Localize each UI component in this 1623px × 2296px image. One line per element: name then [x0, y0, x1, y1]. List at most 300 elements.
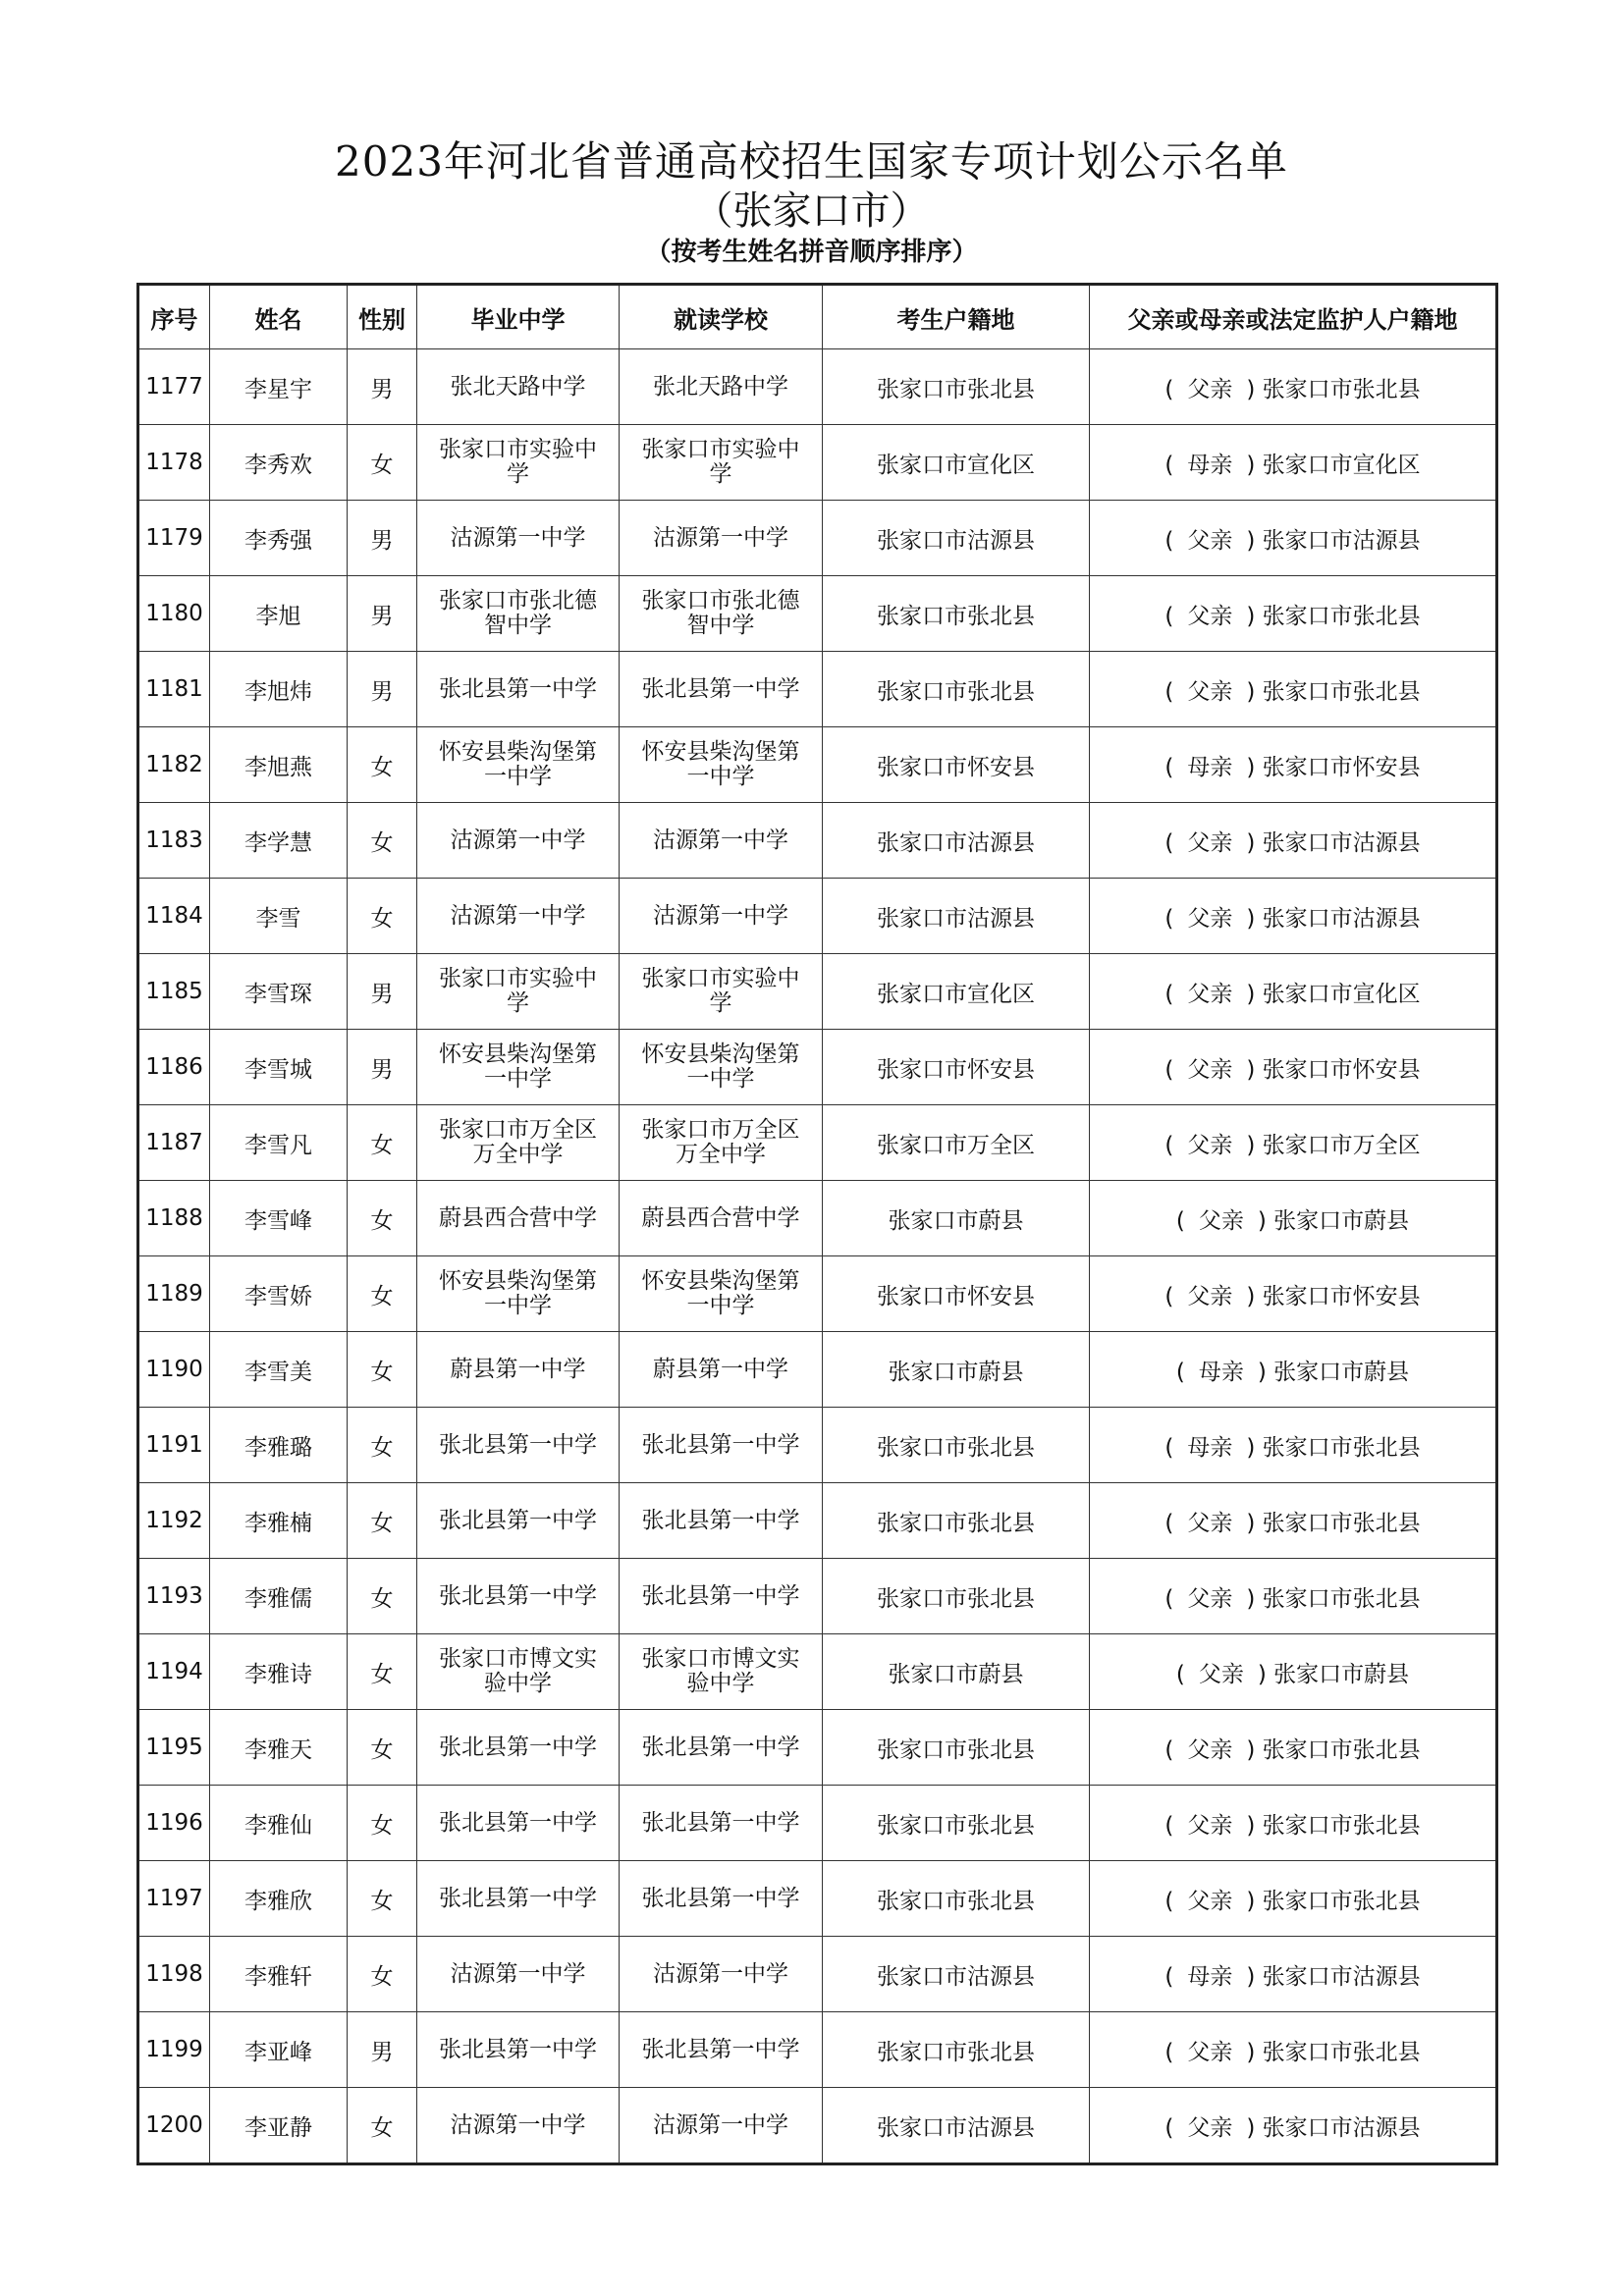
cell-grad-school: [417, 425, 620, 501]
paren-close: ): [1246, 2039, 1256, 2065]
cell-hukou: 张家口市沽源县: [823, 501, 1090, 576]
cell-grad-school: [417, 349, 620, 425]
cell-name: 李雅天: [210, 1710, 348, 1786]
cell-no: 1185: [138, 954, 210, 1030]
cell-no: 1188: [138, 1181, 210, 1256]
guardian-place: 张家口市张北县: [1262, 1510, 1421, 1536]
cell-current-school: [620, 1408, 823, 1483]
table-row: [138, 349, 1497, 425]
cell-name: 李雪凡: [210, 1105, 348, 1181]
paren-close: ): [1246, 1736, 1256, 1763]
current-school-text: 怀安县柴沟堡第一中学: [641, 739, 800, 789]
grad-school-text: 怀安县柴沟堡第一中学: [439, 1041, 597, 1092]
paren-open: (: [1164, 452, 1174, 478]
paren-close: ): [1257, 1661, 1267, 1687]
cell-guardian: [1090, 1786, 1497, 1861]
paren-open: (: [1164, 829, 1174, 856]
cell-grad-school: [417, 879, 620, 954]
table-row: [138, 954, 1497, 1030]
sort-note: （按考生姓名拼音顺序排序）: [645, 238, 978, 267]
cell-guardian: [1090, 1256, 1497, 1332]
cell-hukou: 张家口市张北县: [823, 1786, 1090, 1861]
paren-open: (: [1175, 1661, 1185, 1687]
paren-close: ): [1257, 1359, 1267, 1385]
paren-close: ): [1246, 981, 1256, 1007]
cell-no: 1187: [138, 1105, 210, 1181]
cell-grad-school: [417, 1030, 620, 1105]
cell-gender: 女: [348, 1634, 417, 1710]
cell-hukou: 张家口市沽源县: [823, 879, 1090, 954]
cell-guardian: [1090, 1634, 1497, 1710]
guardian-place: 张家口市怀安县: [1262, 754, 1421, 780]
cell-gender: 男: [348, 1030, 417, 1105]
cell-gender: 女: [348, 1332, 417, 1408]
table-row: [138, 2088, 1497, 2164]
cell-gender: 女: [348, 1483, 417, 1559]
cell-guardian: [1090, 576, 1497, 652]
cell-name: 李雅楠: [210, 1483, 348, 1559]
cell-no: 1191: [138, 1408, 210, 1483]
guardian-relation: 父亲: [1187, 678, 1233, 705]
cell-guardian: [1090, 1332, 1497, 1408]
paren-close: ): [1246, 527, 1256, 554]
paren-open: (: [1164, 1736, 1174, 1763]
current-school-text: 张北县第一中学: [641, 1431, 800, 1458]
current-school-text: 张北县第一中学: [641, 2036, 800, 2062]
paren-open: (: [1164, 1510, 1174, 1536]
table-row: [138, 652, 1497, 727]
cell-gender: 女: [348, 1786, 417, 1861]
current-school-text: 张北县第一中学: [641, 1885, 800, 1911]
cell-no: 1196: [138, 1786, 210, 1861]
current-school-text: 怀安县柴沟堡第一中学: [641, 1268, 800, 1318]
cell-hukou: 张家口市蔚县: [823, 1181, 1090, 1256]
current-school-text: 张家口市实验中学: [641, 437, 800, 487]
cell-guardian: [1090, 1483, 1497, 1559]
cell-grad-school: [417, 576, 620, 652]
cell-name: 李雅璐: [210, 1408, 348, 1483]
table-row: [138, 803, 1497, 879]
grad-school-text: 蔚县西合营中学: [439, 1204, 597, 1231]
paren-open: (: [1164, 678, 1174, 705]
table-row: [138, 1408, 1497, 1483]
grad-school-text: 怀安县柴沟堡第一中学: [439, 1268, 597, 1318]
cell-grad-school: [417, 1861, 620, 1937]
grad-school-text: 张北天路中学: [450, 373, 586, 400]
cell-no: 1181: [138, 652, 210, 727]
cell-current-school: [620, 1634, 823, 1710]
cell-name: 李学慧: [210, 803, 348, 879]
cell-guardian: [1090, 879, 1497, 954]
roster-table: [136, 283, 1498, 2165]
guardian-place: 张家口市沽源县: [1262, 527, 1421, 554]
cell-current-school: [620, 1786, 823, 1861]
cell-current-school: [620, 1937, 823, 2012]
cell-grad-school: [417, 1105, 620, 1181]
paren-close: ): [1246, 1812, 1256, 1839]
guardian-relation: 父亲: [1187, 829, 1233, 856]
paren-close: ): [1246, 452, 1256, 478]
grad-school-text: 怀安县柴沟堡第一中学: [439, 739, 597, 789]
current-school-text: 蔚县第一中学: [653, 1356, 788, 1382]
cell-gender: 男: [348, 501, 417, 576]
cell-guardian: [1090, 425, 1497, 501]
cell-current-school: [620, 1332, 823, 1408]
cell-guardian: [1090, 954, 1497, 1030]
table-row: [138, 1786, 1497, 1861]
paren-close: ): [1246, 829, 1256, 856]
cell-current-school: [620, 425, 823, 501]
cell-gender: 男: [348, 2012, 417, 2088]
cell-current-school: [620, 349, 823, 425]
guardian-place: 张家口市万全区: [1262, 1132, 1421, 1158]
cell-name: 李雅诗: [210, 1634, 348, 1710]
cell-guardian: [1090, 727, 1497, 803]
paren-close: ): [1246, 1056, 1256, 1083]
cell-guardian: [1090, 1105, 1497, 1181]
cell-grad-school: [417, 501, 620, 576]
cell-no: 1183: [138, 803, 210, 879]
header-no: 序号: [138, 285, 210, 349]
current-school-text: 沽源第一中学: [653, 827, 788, 853]
cell-no: 1186: [138, 1030, 210, 1105]
table-body: [138, 349, 1497, 2164]
table-row: [138, 727, 1497, 803]
current-school-text: 张北县第一中学: [641, 1809, 800, 1836]
grad-school-text: 沽源第一中学: [450, 2111, 586, 2138]
table-row: [138, 1559, 1497, 1634]
paren-close: ): [1246, 1283, 1256, 1309]
guardian-place: 张家口市张北县: [1262, 678, 1421, 705]
guardian-relation: 父亲: [1187, 1812, 1233, 1839]
current-school-text: 沽源第一中学: [653, 2111, 788, 2138]
grad-school-text: 张家口市实验中学: [439, 966, 597, 1016]
cell-name: 李旭炜: [210, 652, 348, 727]
cell-guardian: [1090, 1710, 1497, 1786]
current-school-text: 张北县第一中学: [641, 1582, 800, 1609]
cell-grad-school: [417, 727, 620, 803]
cell-no: 1194: [138, 1634, 210, 1710]
paren-open: (: [1164, 603, 1174, 629]
cell-current-school: [620, 954, 823, 1030]
cell-name: 李亚静: [210, 2088, 348, 2164]
paren-close: ): [1246, 1132, 1256, 1158]
cell-no: 1177: [138, 349, 210, 425]
guardian-relation: 父亲: [1187, 603, 1233, 629]
cell-hukou: 张家口市怀安县: [823, 1256, 1090, 1332]
guardian-place: 张家口市张北县: [1262, 603, 1421, 629]
current-school-text: 沽源第一中学: [653, 524, 788, 551]
cell-name: 李雪城: [210, 1030, 348, 1105]
paren-open: (: [1175, 1207, 1185, 1234]
guardian-relation: 父亲: [1187, 905, 1233, 932]
cell-hukou: 张家口市沽源县: [823, 803, 1090, 879]
cell-no: 1179: [138, 501, 210, 576]
cell-name: 李雪美: [210, 1332, 348, 1408]
cell-guardian: [1090, 1861, 1497, 1937]
cell-no: 1195: [138, 1710, 210, 1786]
cell-no: 1189: [138, 1256, 210, 1332]
cell-current-school: [620, 1483, 823, 1559]
current-school-text: 张北县第一中学: [641, 675, 800, 702]
paren-open: (: [1164, 2039, 1174, 2065]
paren-close: ): [1246, 603, 1256, 629]
grad-school-text: 张北县第一中学: [439, 1507, 597, 1533]
cell-no: 1193: [138, 1559, 210, 1634]
guardian-relation: 父亲: [1187, 981, 1233, 1007]
cell-grad-school: [417, 1181, 620, 1256]
cell-current-school: [620, 1030, 823, 1105]
grad-school-text: 蔚县第一中学: [450, 1356, 586, 1382]
guardian-relation: 母亲: [1187, 452, 1233, 478]
guardian-place: 张家口市沽源县: [1262, 829, 1421, 856]
guardian-place: 张家口市张北县: [1262, 1585, 1421, 1612]
cell-name: 李雪峰: [210, 1181, 348, 1256]
grad-school-text: 张家口市张北德智中学: [439, 588, 597, 638]
cell-current-school: [620, 576, 823, 652]
grad-school-text: 张家口市实验中学: [439, 437, 597, 487]
cell-hukou: 张家口市怀安县: [823, 727, 1090, 803]
cell-current-school: [620, 501, 823, 576]
cell-gender: 女: [348, 1710, 417, 1786]
paren-open: (: [1164, 1888, 1174, 1914]
cell-no: 1178: [138, 425, 210, 501]
cell-grad-school: [417, 1786, 620, 1861]
paren-close: ): [1246, 1585, 1256, 1612]
cell-current-school: [620, 1181, 823, 1256]
paren-open: (: [1164, 754, 1174, 780]
guardian-relation: 父亲: [1187, 1056, 1233, 1083]
cell-hukou: 张家口市张北县: [823, 1861, 1090, 1937]
cell-name: 李雅欣: [210, 1861, 348, 1937]
guardian-relation: 母亲: [1187, 754, 1233, 780]
header-gender: 性别: [348, 285, 417, 349]
cell-name: 李雅儒: [210, 1559, 348, 1634]
guardian-relation: 父亲: [1187, 1888, 1233, 1914]
cell-name: 李雪娇: [210, 1256, 348, 1332]
guardian-relation: 父亲: [1187, 1510, 1233, 1536]
grad-school-text: 张北县第一中学: [439, 675, 597, 702]
guardian-place: 张家口市张北县: [1262, 1736, 1421, 1763]
current-school-text: 张家口市万全区万全中学: [641, 1117, 800, 1167]
paren-close: ): [1246, 1434, 1256, 1461]
table-row: [138, 425, 1497, 501]
table-row: [138, 1105, 1497, 1181]
cell-gender: 男: [348, 652, 417, 727]
cell-name: 李亚峰: [210, 2012, 348, 2088]
cell-grad-school: [417, 1937, 620, 2012]
paren-open: (: [1164, 1585, 1174, 1612]
cell-gender: 女: [348, 1861, 417, 1937]
cell-grad-school: [417, 1634, 620, 1710]
cell-current-school: [620, 652, 823, 727]
guardian-place: 张家口市沽源县: [1262, 2114, 1421, 2141]
guardian-relation: 父亲: [1198, 1207, 1244, 1234]
cell-grad-school: [417, 2012, 620, 2088]
current-school-text: 张家口市张北德智中学: [641, 588, 800, 638]
cell-gender: 男: [348, 576, 417, 652]
cell-grad-school: [417, 954, 620, 1030]
paren-open: (: [1164, 376, 1174, 402]
current-school-text: 张家口市实验中学: [641, 966, 800, 1016]
cell-no: 1198: [138, 1937, 210, 2012]
cell-grad-school: [417, 1483, 620, 1559]
paren-close: ): [1257, 1207, 1267, 1234]
table-row: [138, 1256, 1497, 1332]
current-school-text: 张家口市博文实验中学: [641, 1646, 800, 1696]
guardian-relation: 父亲: [1187, 1132, 1233, 1158]
guardian-place: 张家口市蔚县: [1273, 1207, 1410, 1234]
cell-hukou: 张家口市蔚县: [823, 1634, 1090, 1710]
guardian-relation: 母亲: [1198, 1359, 1244, 1385]
cell-hukou: 张家口市张北县: [823, 2012, 1090, 2088]
cell-grad-school: [417, 1256, 620, 1332]
cell-gender: 女: [348, 1559, 417, 1634]
cell-hukou: 张家口市张北县: [823, 349, 1090, 425]
cell-current-school: [620, 727, 823, 803]
guardian-place: 张家口市宣化区: [1262, 981, 1421, 1007]
guardian-relation: 母亲: [1187, 1963, 1233, 1990]
cell-hukou: 张家口市宣化区: [823, 425, 1090, 501]
cell-hukou: 张家口市张北县: [823, 1710, 1090, 1786]
cell-name: 李雅轩: [210, 1937, 348, 2012]
cell-no: 1199: [138, 2012, 210, 2088]
cell-hukou: 张家口市沽源县: [823, 2088, 1090, 2164]
table-row: [138, 1030, 1497, 1105]
paren-open: (: [1164, 1434, 1174, 1461]
guardian-relation: 父亲: [1187, 2039, 1233, 2065]
grad-school-text: 张北县第一中学: [439, 1809, 597, 1836]
paren-open: (: [1164, 1812, 1174, 1839]
current-school-text: 张北县第一中学: [641, 1507, 800, 1533]
table-row: [138, 1332, 1497, 1408]
paren-open: (: [1164, 905, 1174, 932]
cell-hukou: 张家口市张北县: [823, 1408, 1090, 1483]
cell-hukou: 张家口市沽源县: [823, 1937, 1090, 2012]
cell-grad-school: [417, 1559, 620, 1634]
current-school-text: 张北县第一中学: [641, 1734, 800, 1760]
cell-current-school: [620, 1256, 823, 1332]
cell-name: 李雪琛: [210, 954, 348, 1030]
cell-current-school: [620, 803, 823, 879]
cell-hukou: 张家口市张北县: [823, 652, 1090, 727]
guardian-place: 张家口市沽源县: [1262, 905, 1421, 932]
cell-gender: 女: [348, 727, 417, 803]
cell-gender: 女: [348, 1256, 417, 1332]
cell-no: 1184: [138, 879, 210, 954]
table-row: [138, 879, 1497, 954]
cell-gender: 女: [348, 1937, 417, 2012]
guardian-relation: 父亲: [1187, 376, 1233, 402]
cell-hukou: 张家口市万全区: [823, 1105, 1090, 1181]
guardian-place: 张家口市怀安县: [1262, 1283, 1421, 1309]
guardian-place: 张家口市张北县: [1262, 2039, 1421, 2065]
cell-current-school: [620, 1105, 823, 1181]
paren-close: ): [1246, 1888, 1256, 1914]
table-row: [138, 1483, 1497, 1559]
cell-name: 李秀强: [210, 501, 348, 576]
table-row: [138, 576, 1497, 652]
cell-guardian: [1090, 2012, 1497, 2088]
guardian-place: 张家口市蔚县: [1273, 1661, 1410, 1687]
guardian-place: 张家口市张北县: [1262, 376, 1421, 402]
current-school-text: 怀安县柴沟堡第一中学: [641, 1041, 800, 1092]
grad-school-text: 沽源第一中学: [450, 902, 586, 929]
cell-gender: 女: [348, 1105, 417, 1181]
table-row: [138, 2012, 1497, 2088]
paren-open: (: [1164, 1963, 1174, 1990]
guardian-place: 张家口市张北县: [1262, 1434, 1421, 1461]
grad-school-text: 张家口市博文实验中学: [439, 1646, 597, 1696]
grad-school-text: 张北县第一中学: [439, 1431, 597, 1458]
paren-open: (: [1164, 1132, 1174, 1158]
cell-gender: 男: [348, 954, 417, 1030]
grad-school-text: 沽源第一中学: [450, 524, 586, 551]
guardian-place: 张家口市张北县: [1262, 1812, 1421, 1839]
guardian-place: 张家口市张北县: [1262, 1888, 1421, 1914]
cell-no: 1190: [138, 1332, 210, 1408]
cell-guardian: [1090, 349, 1497, 425]
grad-school-text: 张家口市万全区万全中学: [439, 1117, 597, 1167]
header-grad-school: 毕业中学: [417, 285, 620, 349]
paren-open: (: [1164, 527, 1174, 554]
paren-open: (: [1164, 981, 1174, 1007]
paren-close: ): [1246, 905, 1256, 932]
grad-school-text: 张北县第一中学: [439, 1734, 597, 1760]
cell-hukou: 张家口市张北县: [823, 1559, 1090, 1634]
guardian-relation: 母亲: [1187, 1434, 1233, 1461]
cell-name: 李星宇: [210, 349, 348, 425]
table-row: [138, 1937, 1497, 2012]
guardian-relation: 父亲: [1187, 1736, 1233, 1763]
cell-grad-school: [417, 1710, 620, 1786]
cell-guardian: [1090, 2088, 1497, 2164]
paren-open: (: [1164, 1056, 1174, 1083]
grad-school-text: 张北县第一中学: [439, 1582, 597, 1609]
cell-name: 李旭燕: [210, 727, 348, 803]
table-row: [138, 1861, 1497, 1937]
guardian-relation: 父亲: [1198, 1661, 1244, 1687]
paren-close: ): [1246, 754, 1256, 780]
grad-school-text: 沽源第一中学: [450, 1960, 586, 1987]
cell-gender: 女: [348, 425, 417, 501]
guardian-place: 张家口市蔚县: [1273, 1359, 1410, 1385]
grad-school-text: 张北县第一中学: [439, 2036, 597, 2062]
cell-guardian: [1090, 1937, 1497, 2012]
cell-gender: 女: [348, 2088, 417, 2164]
cell-current-school: [620, 2088, 823, 2164]
cell-no: 1197: [138, 1861, 210, 1937]
table-header-row: [138, 285, 1497, 349]
cell-gender: 男: [348, 349, 417, 425]
cell-grad-school: [417, 803, 620, 879]
cell-guardian: [1090, 1030, 1497, 1105]
cell-no: 1200: [138, 2088, 210, 2164]
cell-guardian: [1090, 1181, 1497, 1256]
header-hukou: 考生户籍地: [823, 285, 1090, 349]
cell-current-school: [620, 1559, 823, 1634]
cell-hukou: 张家口市怀安县: [823, 1030, 1090, 1105]
grad-school-text: 张北县第一中学: [439, 1885, 597, 1911]
cell-gender: 女: [348, 1408, 417, 1483]
guardian-place: 张家口市宣化区: [1262, 452, 1421, 478]
cell-current-school: [620, 1710, 823, 1786]
cell-grad-school: [417, 1408, 620, 1483]
table-row: [138, 1181, 1497, 1256]
header-guardian: 父亲或母亲或法定监护人户籍地: [1090, 285, 1497, 349]
cell-guardian: [1090, 1559, 1497, 1634]
paren-close: ): [1246, 678, 1256, 705]
